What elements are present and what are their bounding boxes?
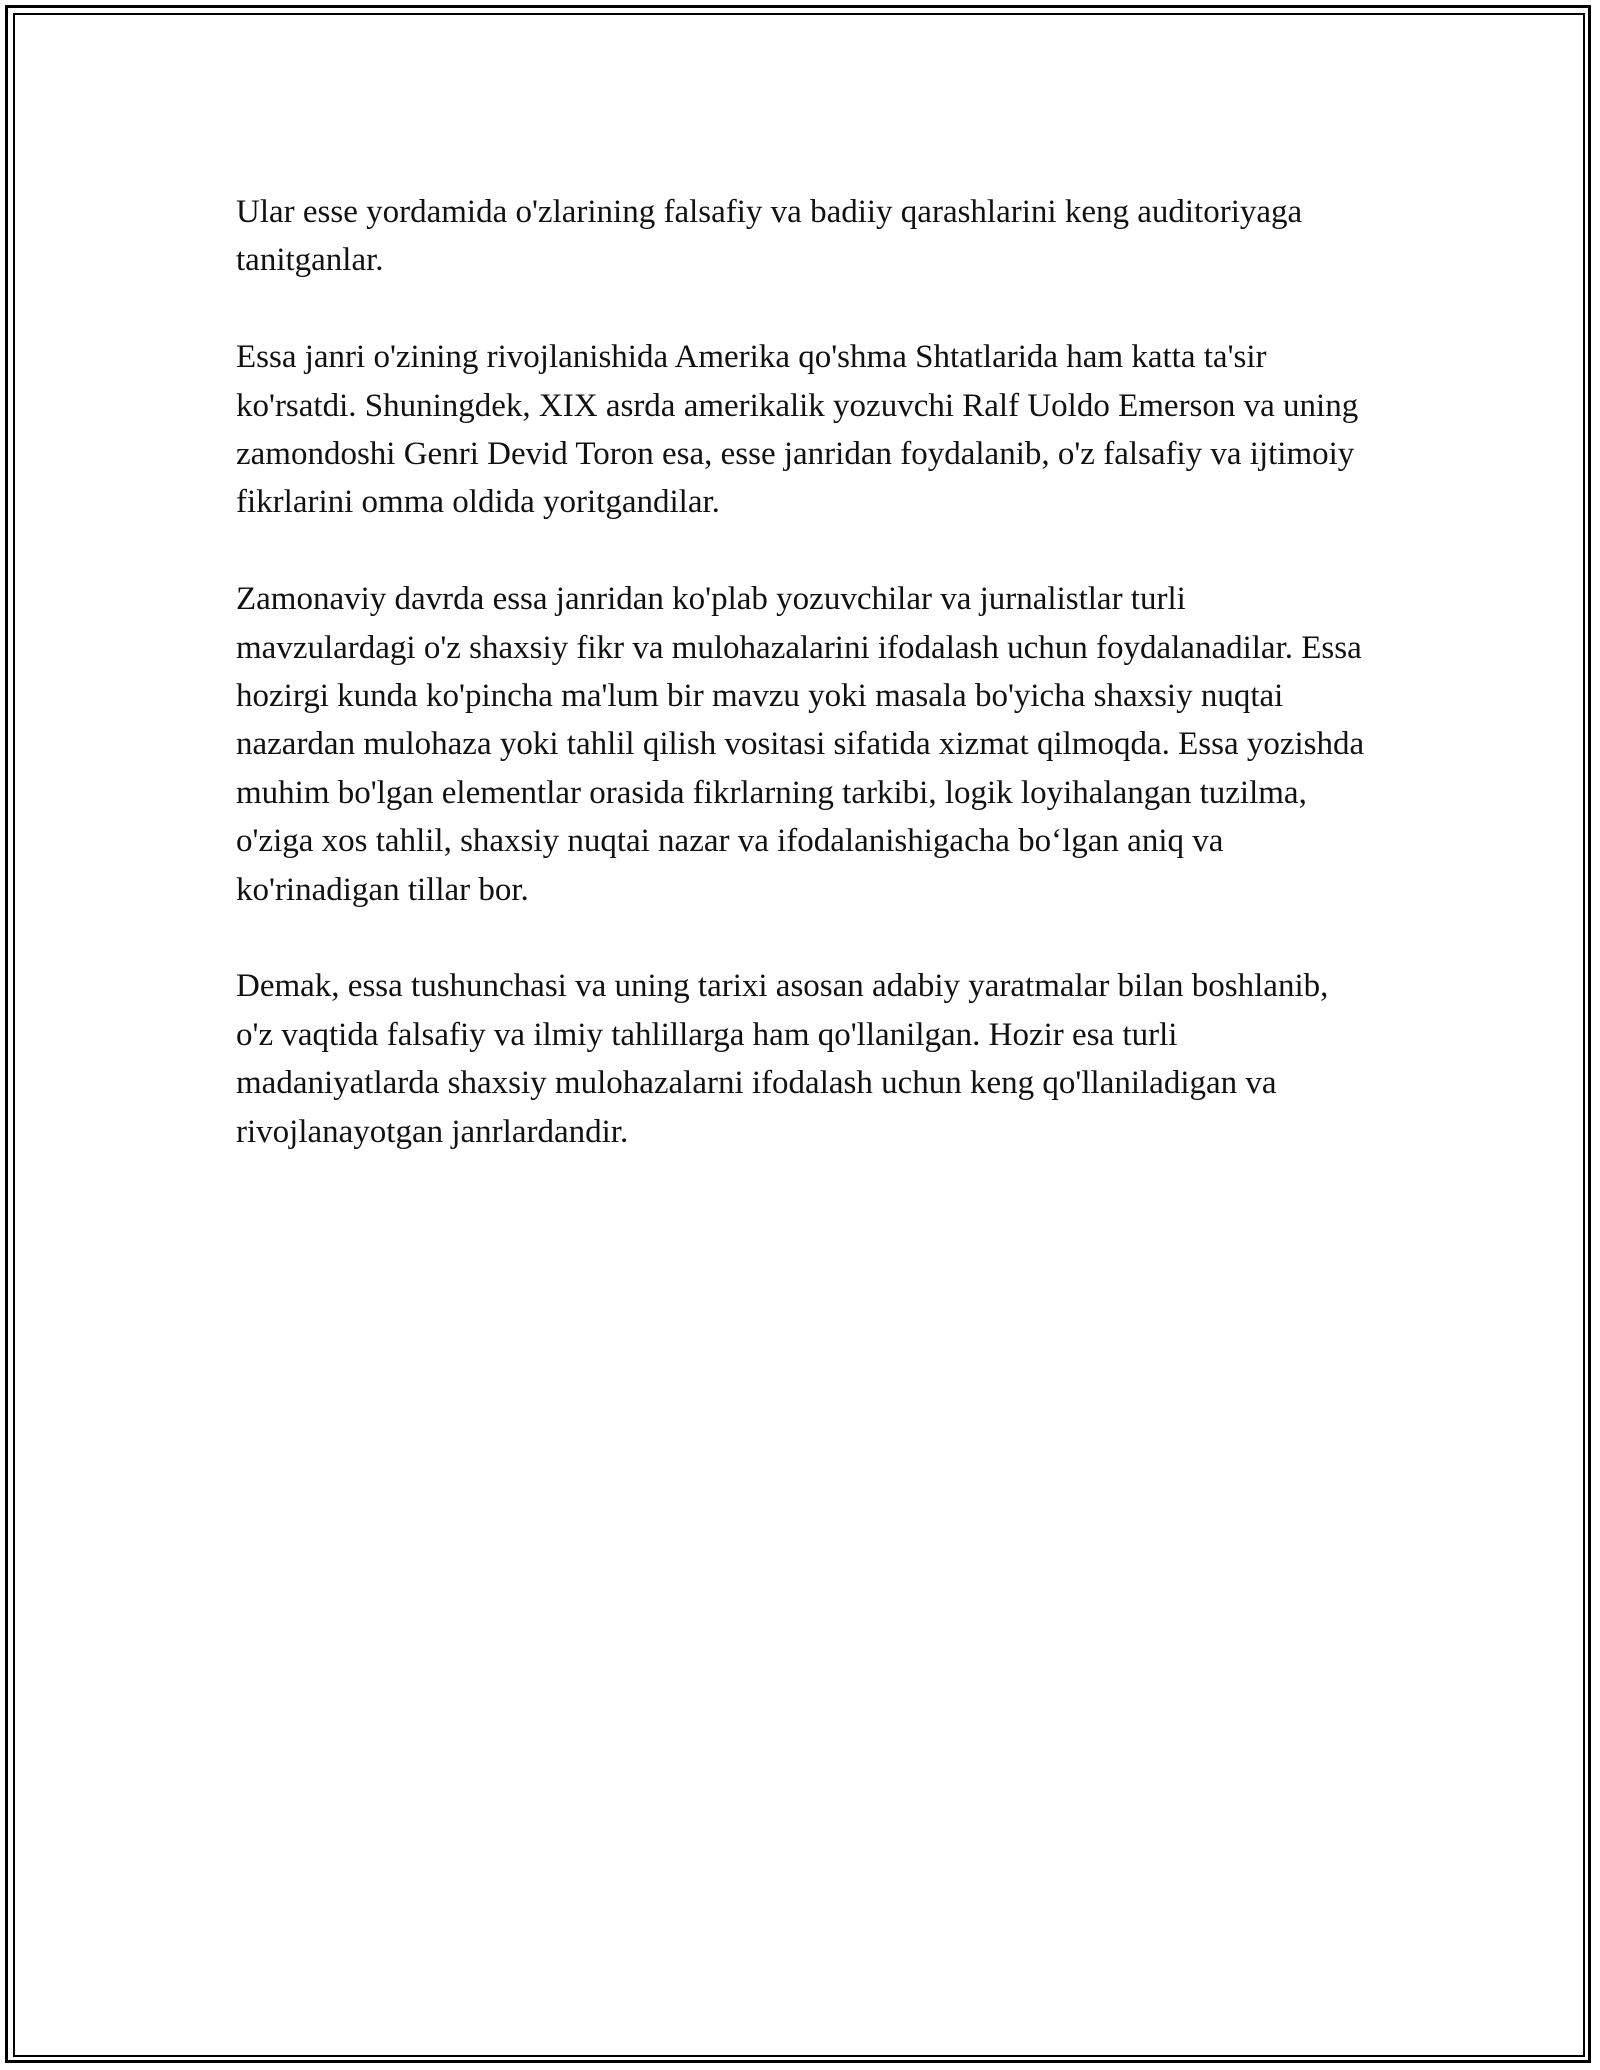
paragraph-3: Zamonaviy davrda essa janridan ko'plab yozuvchilar va jurnalistlar turli mavzulardagi o'z shaxsiy fikr va mulohazalarini ifodalash uchun foydalanadilar. Essa hozirgi kunda ko'pincha ma'lum bir mavzu yoki masala bo'yicha shaxsiy nuqtai nazardan mulohaza yoki tahlil qilish vositasi sifatida xizmat qilmoqda. Essa yozishda muhim bo'lgan elementlar orasida fikrlarning tarkibi, logik loyihalangan tuzilma, o'ziga xos tahlil, shaxsiy nuqtai nazar va ifodalanishigacha bo‘lgan aniq va ko'rinadigan tillar bor. <box>236 581 1365 908</box>
document-body <box>236 188 1366 1204</box>
paragraph-4: Demak, essa tushunchasi va uning tarixi asosan adabiy yaratmalar bilan boshlanib, o'z vaqtida falsafiy va ilmiy tahlillarga ham qo'llanilgan. Hozir esa turli madaniyatlarda shaxsiy mulohazalarni ifodalash uchun keng qo'llaniladigan va rivojlanayotgan janrlardandir. <box>236 968 1329 1150</box>
paragraph-1: Ular esse yordamida o'zlarining falsafiy va badiiy qarashlarini keng auditoriyaga tanitganlar. <box>236 194 1303 279</box>
paragraph-2: Essa janri o'zining rivojlanishida Amerika qo'shma Shtatlarida ham katta ta'sir ko'rsatdi. Shuningdek, XIX asrda amerikalik yozuvchi Ralf Uoldo Emerson va uning zamondoshi Genri Devid Toron esa, esse janridan foydalanib, o'z falsafiy va ijtimoiy fikrlarini omma oldida yoritgandilar. <box>236 339 1359 521</box>
